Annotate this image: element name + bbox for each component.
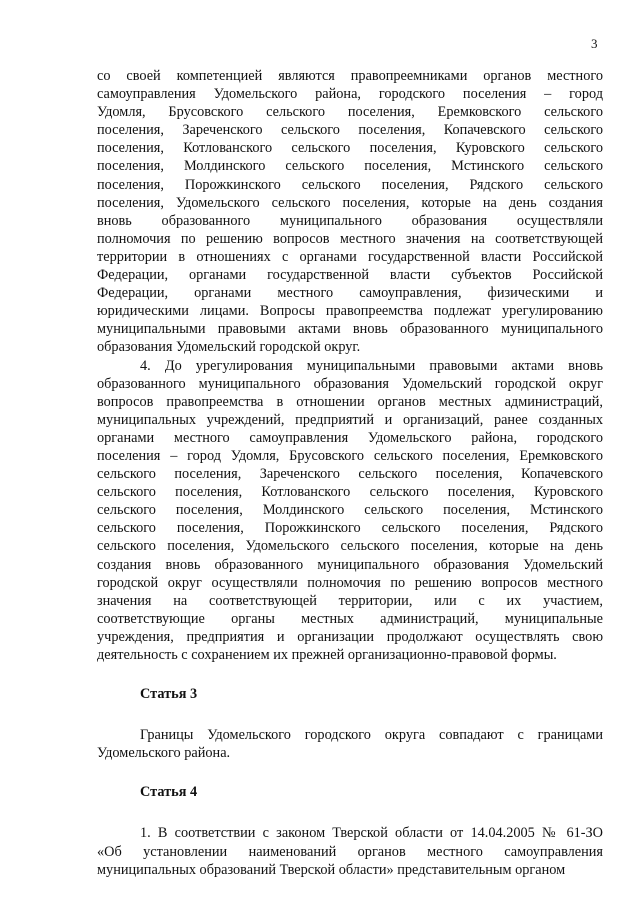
paragraph-article-3 — [97, 726, 603, 762]
text-line: Федерации, органами местного самоуправления, физическими и — [97, 285, 603, 302]
text-line: сельского поселения, Молдинского сельского поселения, Мстинского — [97, 502, 603, 519]
text-line: Границы Удомельского городского округа совпадают с границами — [140, 727, 603, 744]
text-line: Удомельского района. — [97, 745, 231, 762]
text-line: вопросов правопреемства в отношении органов местных администраций, — [97, 393, 603, 410]
text-line: муниципальными правовыми актами вновь образованного муниципального — [97, 321, 603, 338]
paragraph-continuation — [97, 67, 603, 357]
text-line: поселения, Порожкинского сельского поселения, Рядского сельского — [97, 176, 603, 193]
text-line: Федерации, органами государственной власти субъектов Российской — [97, 267, 603, 284]
text-line: поселения, Котлованского сельского поселения, Куровского сельского — [97, 140, 603, 157]
text-line: сельского поселения, Удомельского сельского поселения, которые на день — [97, 538, 603, 555]
text-line: территории в отношениях с органами государственной власти Российской — [97, 248, 603, 265]
text-line: муниципальных учреждений, предприятий и организаций, ранее созданных — [97, 411, 603, 428]
text-line: вновь образованного муниципального образования осуществляли — [97, 212, 603, 229]
article-4-heading: Статья 4 — [140, 784, 198, 801]
text-line: полномочия по решению вопросов местного значения на соответствующей — [97, 230, 603, 247]
text-line: городской округ осуществляли полномочия по решению вопросов местного — [97, 574, 603, 591]
text-line: поселения, Молдинского сельского поселения, Мстинского сельского — [97, 158, 603, 175]
text-line: учреждения, предприятия и организации продолжают осуществлять свою — [97, 628, 603, 645]
text-line: значения на соответствующей территории, или с их участием, — [97, 592, 603, 609]
text-line: деятельность с сохранением их прежней организационно-правовой формы. — [97, 647, 557, 663]
text-line: поселения, Удомельского сельского поселения, которые на день создания — [97, 194, 603, 211]
text-line: 4. До урегулирования муниципальными правовыми актами вновь — [140, 357, 603, 374]
text-line: самоуправления Удомельского района, городского поселения – город — [97, 86, 603, 103]
paragraph-item-4 — [97, 357, 603, 665]
text-line: сельского поселения, Котлованского сельского поселения, Куровского — [97, 484, 603, 501]
text-line: сельского поселения, Порожкинского сельского поселения, Рядского — [97, 520, 603, 537]
text-line: соответствующие органы местных администраций, муниципальные — [97, 610, 603, 627]
text-line: образования Удомельский городской округ. — [97, 339, 361, 356]
page-number: 3 — [591, 36, 598, 51]
document-body — [97, 67, 603, 879]
text-line: органами местного самоуправления Удомельского района, городского — [97, 429, 603, 446]
text-line: юридическими лицами. Вопросы правопреемства подлежат урегулированию — [97, 303, 603, 320]
text-line: Удомля, Брусовского сельского поселения, Еремковского сельского — [97, 104, 603, 121]
text-line: «Об установлении наименований органов местного самоуправления — [97, 843, 603, 860]
text-line: со своей компетенцией являются правопреемниками органов местного — [97, 68, 603, 84]
text-line: поселения, Зареченского сельского поселения, Копачевского сельского — [97, 122, 603, 139]
article-3-heading: Статья 3 — [140, 686, 198, 703]
text-line: поселения – город Удомля, Брусовского сельского поселения, Еремковского — [97, 447, 603, 464]
text-line: муниципальных образований Тверской области» представительным органом — [97, 861, 566, 878]
text-line: сельского поселения, Зареченского сельского поселения, Копачевского — [97, 466, 603, 483]
text-line: создания вновь образованного муниципального образования Удомельский — [97, 556, 603, 573]
text-line: 1. В соответствии с законом Тверской области от 14.04.2005 № 61-ЗО — [140, 825, 603, 842]
text-line: образованного муниципального образования Удомельский городской округ — [97, 375, 603, 392]
paragraph-article-4-item-1 — [97, 824, 603, 878]
